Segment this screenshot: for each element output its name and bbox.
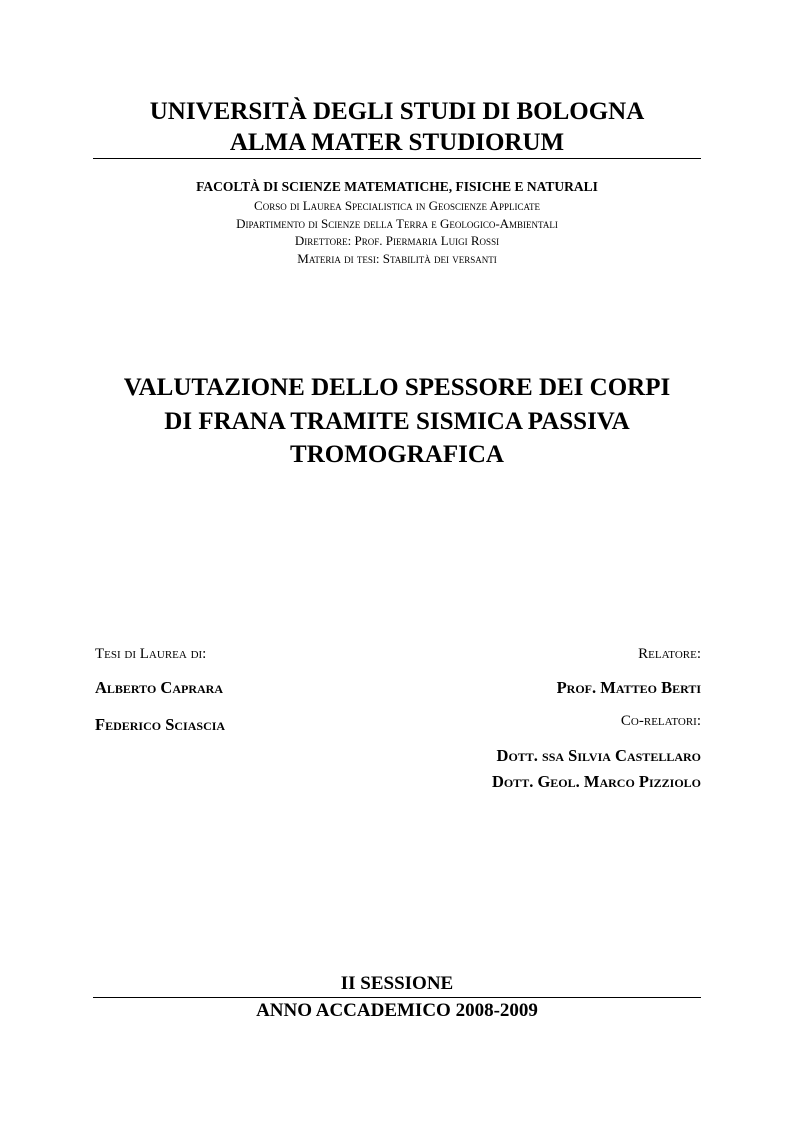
course-name: Corso di Laurea Specialistica in Geoscienze Applicate xyxy=(254,198,540,213)
relatore-label: Relatore: xyxy=(638,646,701,662)
header-divider xyxy=(93,158,701,159)
authors-label: Tesi di Laurea di: xyxy=(95,646,207,662)
author-name: Alberto Caprara xyxy=(95,678,223,697)
department-name: Dipartimento di Scienze della Terra e Geologico-Ambientali xyxy=(236,215,558,231)
author-name: Federico Sciascia xyxy=(95,715,226,734)
academic-year: ANNO ACCADEMICO 2008-2009 xyxy=(256,1000,538,1021)
university-motto: ALMA MATER STUDIORUM xyxy=(229,129,565,156)
corelatore-name: Dott. Geol. Marco Pizziolo xyxy=(491,772,701,791)
relatore-name: Prof. Matteo Berti xyxy=(556,678,701,697)
thesis-subject: Materia di tesi: Stabilità dei versanti xyxy=(297,250,497,266)
director-line: Direttore: Prof. Piermaria Luigi Rossi xyxy=(294,233,500,248)
thesis-title-line-2: DI FRANA TRAMITE SISMICA PASSIVA xyxy=(164,407,630,435)
faculty-name: FACOLTÀ DI SCIENZE MATEMATICHE, FISICHE E NATURALI xyxy=(196,179,598,194)
corelatore-name: Dott. ssa Silvia Castellaro xyxy=(496,746,701,765)
university-name: UNIVERSITÀ DEGLI STUDI DI BOLOGNA xyxy=(149,98,645,125)
session-label: II SESSIONE xyxy=(340,973,454,994)
corelatori-label: Co-relatori: xyxy=(620,713,701,729)
thesis-title-line-1: VALUTAZIONE DELLO SPESSORE DEI CORPI xyxy=(123,374,671,401)
thesis-title-line-3: TROMOGRAFICA xyxy=(290,441,504,468)
